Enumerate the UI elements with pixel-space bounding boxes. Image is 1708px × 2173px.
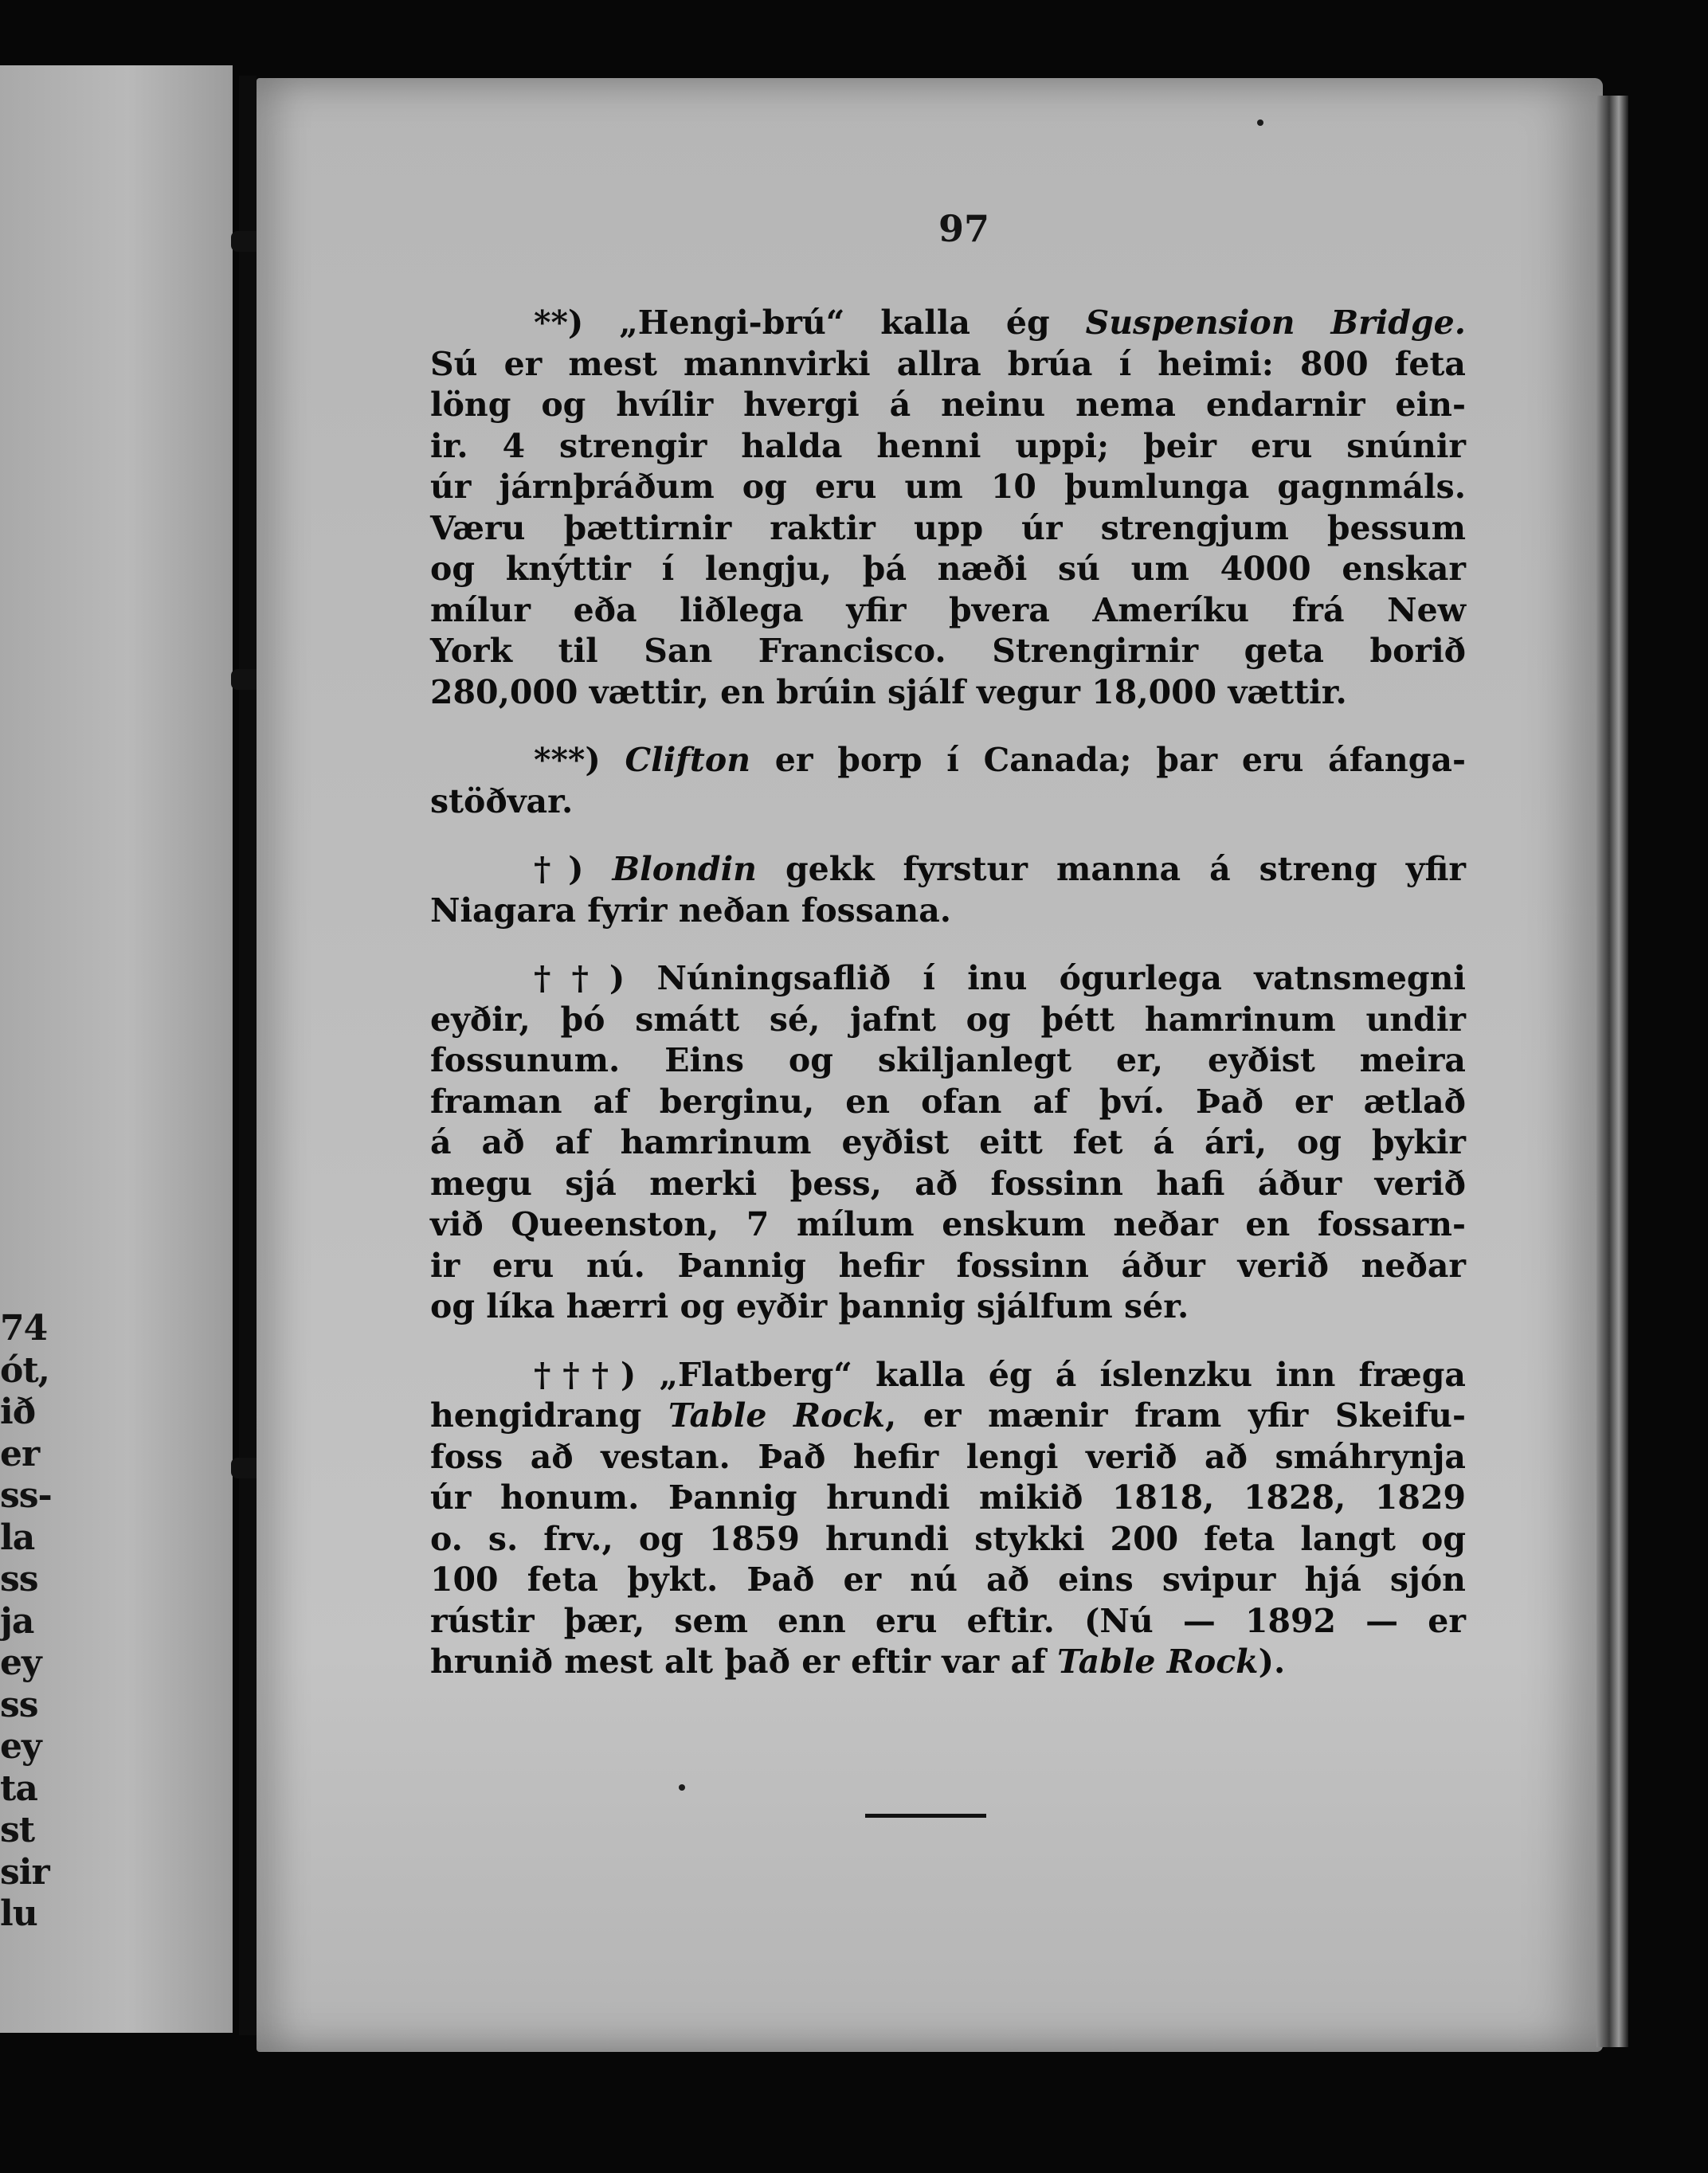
footnote-line bbox=[430, 958, 1466, 1000]
footnote-line bbox=[430, 1437, 1466, 1478]
text-run: foss að vestan. Það hefir lengi verið að smáhrynja bbox=[430, 1437, 1466, 1476]
speck bbox=[1257, 119, 1263, 126]
facing-page-fragment: ja bbox=[0, 1600, 34, 1642]
italic-text-run: Suspension Bridge. bbox=[1085, 303, 1466, 342]
text-run: löng og hvílir hvergi á neinu nema endarnir ein- bbox=[430, 386, 1466, 424]
text-run: stöðvar. bbox=[430, 781, 574, 820]
text-run: úr honum. Þannig hrundi mikið 1818, 1828, 1829 bbox=[430, 1478, 1466, 1517]
footnote bbox=[430, 303, 1466, 713]
facing-page-fragment: ss bbox=[0, 1684, 38, 1725]
footnote-line bbox=[430, 508, 1466, 550]
page-edge bbox=[1596, 96, 1628, 2047]
text-run: megu sjá merki þess, að fossinn hafi áður verið bbox=[430, 1164, 1466, 1203]
facing-page-fragment: 74 bbox=[0, 1308, 48, 1349]
footnote-line bbox=[430, 1478, 1466, 1519]
facing-page-left bbox=[0, 65, 233, 2033]
footnote-line bbox=[430, 1082, 1466, 1123]
text-run: †††) „Flatberg“ kalla ég á íslenzku inn fræga bbox=[534, 1355, 1466, 1394]
speck bbox=[679, 1784, 685, 1791]
text-run: hrunið mest alt það er eftir var af bbox=[430, 1642, 1058, 1681]
footnote bbox=[430, 740, 1466, 822]
footnote-line bbox=[430, 549, 1466, 590]
facing-page-fragment: ið bbox=[0, 1392, 36, 1432]
footnote-line bbox=[430, 467, 1466, 508]
text-run: Sú er mest mannvirki allra brúa í heimi: 800 feta bbox=[430, 344, 1466, 383]
footnote-line bbox=[430, 1519, 1466, 1560]
italic-text-run: Blondin bbox=[612, 850, 757, 888]
footnote-line bbox=[430, 672, 1466, 714]
text-run: á að af hamrinum eyðist eitt fet á ári, og þykir bbox=[430, 1123, 1466, 1161]
text-run: og knýttir í lengju, þá næði sú um 4000 enskar bbox=[430, 550, 1466, 588]
facing-page-fragment: ót, bbox=[0, 1349, 49, 1391]
facing-page-fragment: st bbox=[0, 1810, 35, 1850]
footnote bbox=[430, 958, 1466, 1328]
footnote-line bbox=[430, 1560, 1466, 1601]
footnote-line bbox=[430, 1355, 1466, 1396]
text-run: ††) Núningsaflið í inu ógurlega vatnsmegni bbox=[534, 959, 1466, 997]
footnote-line bbox=[430, 1246, 1466, 1287]
facing-page-fragment: ey bbox=[0, 1726, 41, 1767]
text-run: o. s. frv., og 1859 hrundi stykki 200 feta langt og bbox=[430, 1519, 1466, 1558]
footnotes-block bbox=[430, 303, 1466, 1710]
text-run: ). bbox=[1258, 1642, 1286, 1681]
footnote bbox=[430, 849, 1466, 931]
footnote-line bbox=[430, 849, 1466, 891]
text-run: gekk fyrstur manna á streng yfir bbox=[756, 850, 1466, 888]
text-run: rústir þær, sem enn eru eftir. (Nú — 1892 — er bbox=[430, 1601, 1466, 1640]
italic-text-run: Clifton bbox=[625, 741, 750, 779]
footnote-line bbox=[430, 590, 1466, 632]
footnote-line bbox=[430, 385, 1466, 426]
facing-page-fragment: ey bbox=[0, 1642, 41, 1683]
text-run: hengidrang bbox=[430, 1396, 668, 1435]
footnote-line bbox=[430, 631, 1466, 672]
footnote-line bbox=[430, 891, 1466, 932]
footnote-line bbox=[430, 1040, 1466, 1082]
footnote-line bbox=[430, 1000, 1466, 1041]
text-run: †) bbox=[534, 850, 613, 888]
text-run: eyðir, þó smátt sé, jafnt og þétt hamrinum undir bbox=[430, 1000, 1466, 1039]
footnote-line bbox=[430, 1122, 1466, 1164]
facing-page-fragment: lu bbox=[0, 1893, 37, 1934]
end-rule bbox=[865, 1814, 986, 1818]
text-run: **) „Hengi-brú“ kalla ég bbox=[534, 303, 1086, 342]
footnote-line bbox=[430, 1601, 1466, 1642]
text-run: ir. 4 strengir halda henni uppi; þeir eru snúnir bbox=[430, 426, 1466, 465]
text-run: , er mænir fram yfir Skeifu- bbox=[884, 1396, 1466, 1435]
footnote-line bbox=[430, 303, 1466, 344]
footnote-line bbox=[430, 1286, 1466, 1328]
text-run: Niagara fyrir neðan fossana. bbox=[430, 891, 952, 930]
text-run: mílur eða liðlega yfir þvera Ameríku frá New bbox=[430, 590, 1466, 629]
text-run: úr járnþráðum og eru um 10 þumlunga gagnmáls. bbox=[430, 468, 1466, 506]
footnote-line bbox=[430, 1642, 1466, 1683]
footnote-line bbox=[430, 740, 1466, 781]
facing-page-fragment: sir bbox=[0, 1851, 49, 1893]
text-run: York til San Francisco. Strengirnir geta borið bbox=[430, 632, 1466, 670]
footnote bbox=[430, 1355, 1466, 1683]
facing-page-fragment: er bbox=[0, 1433, 40, 1474]
footnote-line bbox=[430, 1164, 1466, 1205]
footnote-line bbox=[430, 1204, 1466, 1246]
facing-page-text-fragments bbox=[0, 1308, 52, 1936]
italic-text-run: Table Rock bbox=[1057, 1642, 1259, 1681]
facing-page-fragment: ta bbox=[0, 1768, 37, 1809]
text-run: ***) bbox=[534, 741, 625, 779]
text-run: 280,000 vættir, en brúin sjálf vegur 18,000 vættir. bbox=[430, 672, 1347, 711]
text-run: er þorp í Canada; þar eru áfanga- bbox=[750, 741, 1466, 779]
footnote-line bbox=[430, 426, 1466, 468]
footnote-line bbox=[430, 1396, 1466, 1437]
text-run: 100 feta þykt. Það er nú að eins svipur hjá sjón bbox=[430, 1560, 1466, 1599]
facing-page-fragment: la bbox=[0, 1517, 35, 1558]
footnote-line bbox=[430, 344, 1466, 386]
page-number: 97 bbox=[938, 207, 989, 250]
italic-text-run: Table Rock bbox=[668, 1396, 885, 1435]
facing-page-fragment: ss- bbox=[0, 1475, 52, 1516]
text-run: við Queenston, 7 mílum enskum neðar en fossarn- bbox=[430, 1205, 1466, 1243]
facing-page-fragment: ss bbox=[0, 1559, 38, 1599]
text-run: framan af berginu, en ofan af því. Það er ætlað bbox=[430, 1082, 1466, 1121]
text-run: ir eru nú. Þannig hefir fossinn áður verið neðar bbox=[430, 1246, 1466, 1285]
text-run: Væru þættirnir raktir upp úr strengjum þessum bbox=[430, 508, 1466, 547]
footnote-line bbox=[430, 781, 1466, 823]
text-run: fossunum. Eins og skiljanlegt er, eyðist meira bbox=[430, 1041, 1466, 1079]
book-binding bbox=[239, 76, 257, 2035]
text-run: og líka hærri og eyðir þannig sjálfum sér. bbox=[430, 1287, 1189, 1325]
